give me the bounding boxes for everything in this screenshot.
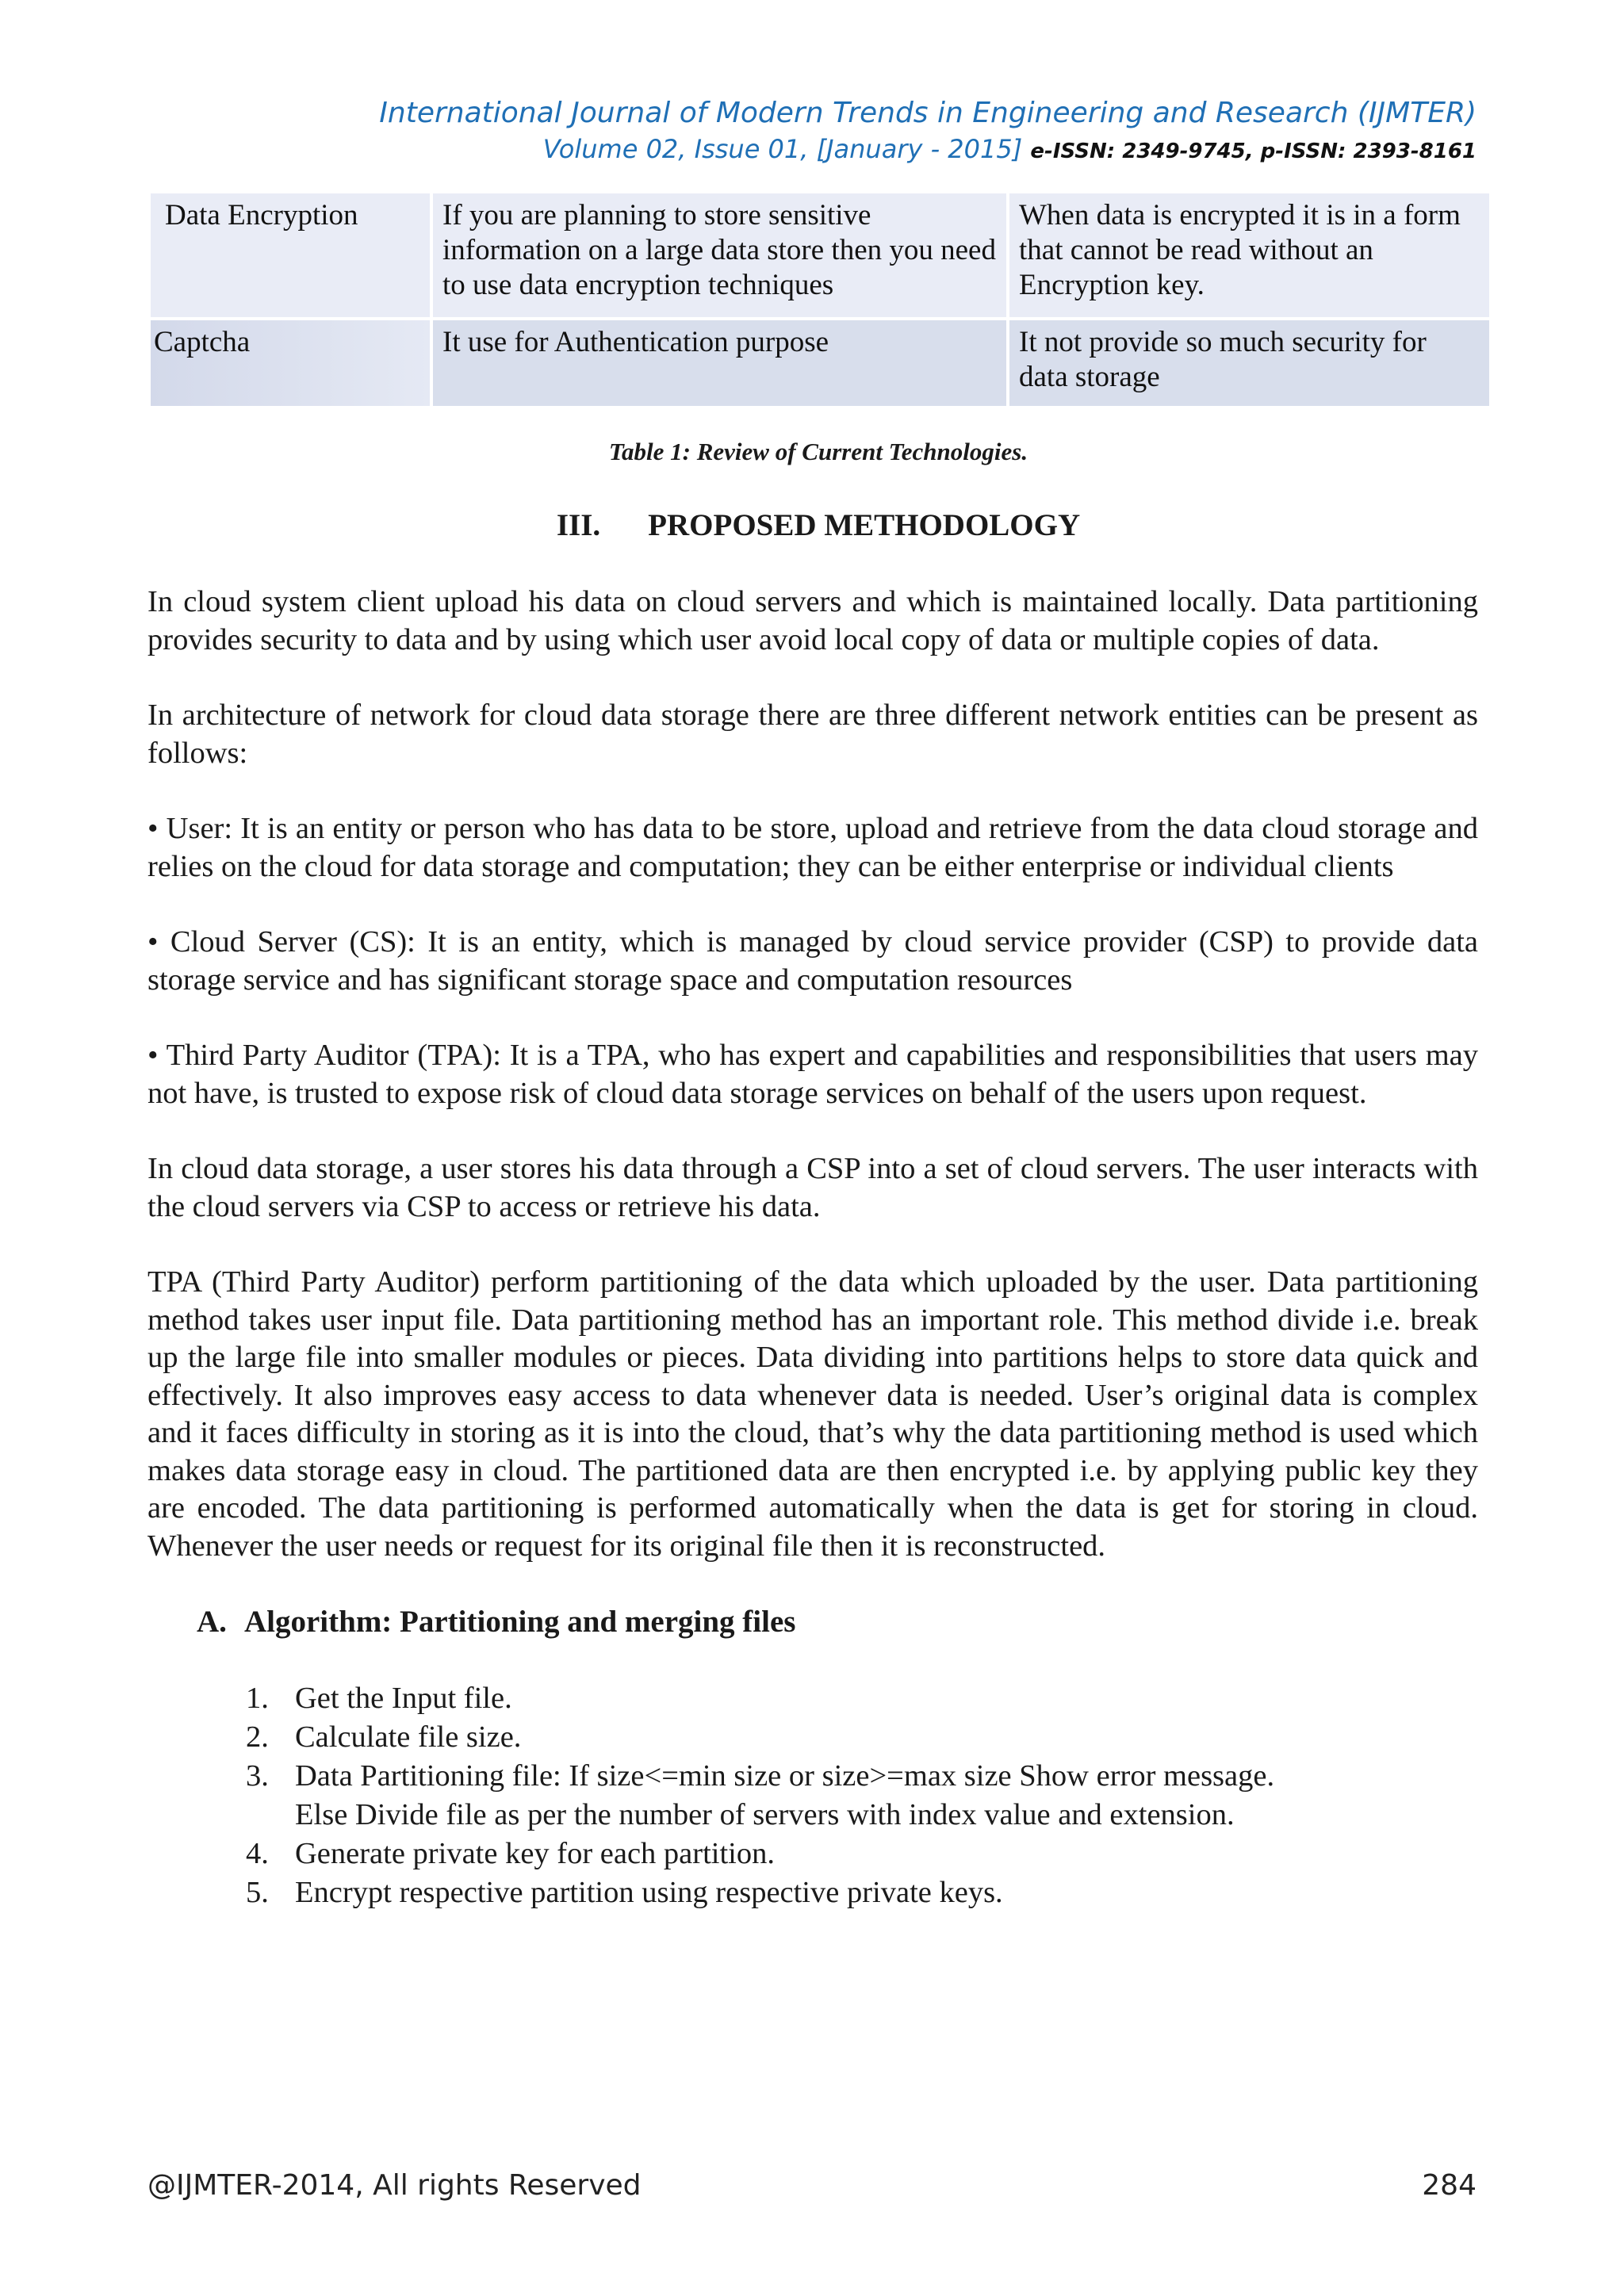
step-number: 1. xyxy=(246,1681,269,1715)
subsection-letter: A. xyxy=(197,1605,227,1639)
step-number: 2. xyxy=(246,1720,269,1754)
step-text: Encrypt respective partition using respective private keys. xyxy=(295,1875,1003,1909)
paragraph: In architecture of network for cloud data storage there are three different network entities can be present as follows: xyxy=(147,698,1478,770)
step-text-continued: Else Divide file as per the number of servers with index value and extension. xyxy=(295,1797,1235,1831)
table-cell: When data is encrypted it is in a form that cannot be read without an Encryption key. xyxy=(1008,192,1491,319)
body-text xyxy=(147,584,1478,1912)
step-text: Get the Input file. xyxy=(295,1681,512,1715)
list-item xyxy=(147,1835,1478,1873)
journal-issn: e-ISSN: 2349-9745, p-ISSN: 2393-8161 xyxy=(1030,140,1477,163)
copyright: @IJMTER-2014, All rights Reserved xyxy=(147,2169,642,2202)
section-title: PROPOSED METHODOLOGY xyxy=(648,508,1081,542)
section-heading xyxy=(147,507,1489,543)
paragraph: In cloud data storage, a user stores his data through a CSP into a set of cloud servers. The user interacts with the cloud servers via CSP to access or retrieve his data. xyxy=(147,1152,1478,1223)
paragraph: TPA (Third Party Auditor) perform partitioning of the data which uploaded by the user. Data partitioning method takes user input file. Data partitioning method has an important role. This method divide i.e. break up the large file into smaller modules or pieces. Data dividing into partitions helps to store data quick and effectively. It also improves easy access to data whenever data is needed. User’s original data is complex and it faces difficulty in storing as it is into the cloud, that’s why the data partitioning method is used which makes data storage easy in cloud. The partitioned data are then encrypted i.e. by applying public key they are encoded. The data partitioning is performed automatically when the data is get for storing in cloud. Whenever the user needs or request for its original file then it is reconstructed. xyxy=(147,1265,1478,1563)
table-cell: Captcha xyxy=(149,319,431,408)
page-footer xyxy=(147,2169,1477,2202)
paragraph: • Cloud Server (CS): It is an entity, which is managed by cloud service provider (CSP) to provide data storage service and has significant storage space and computation resources xyxy=(147,925,1478,997)
subsection-heading xyxy=(197,1603,1478,1641)
step-text: Generate private key for each partition. xyxy=(295,1836,776,1870)
step-number: 3. xyxy=(246,1758,269,1793)
review-table xyxy=(147,190,1492,409)
list-item xyxy=(147,1757,1478,1835)
journal-volume-line xyxy=(149,132,1477,169)
journal-header xyxy=(149,95,1477,169)
table-row xyxy=(149,319,1491,408)
list-item xyxy=(147,1679,1478,1718)
paragraph: • Third Party Auditor (TPA): It is a TPA, who has expert and capabilities and responsibilities that users may not have, is trusted to expose risk of cloud data storage services on behalf of the users upon request. xyxy=(147,1039,1478,1110)
step-number: 5. xyxy=(246,1875,269,1909)
step-number: 4. xyxy=(246,1836,269,1870)
step-text: Data Partitioning file: If size<=min size or size>=max size Show error message. xyxy=(295,1758,1275,1793)
table-row xyxy=(149,192,1491,319)
list-item xyxy=(147,1873,1478,1912)
journal-title: International Journal of Modern Trends in Engineering and Research (IJMTER) xyxy=(379,97,1477,129)
algorithm-steps xyxy=(147,1679,1478,1912)
step-text: Calculate file size. xyxy=(295,1720,522,1754)
page-number: 284 xyxy=(1422,2169,1477,2202)
list-item xyxy=(147,1718,1478,1757)
paragraph: In cloud system client upload his data on cloud servers and which is maintained locally. Data partitioning provides security to data and by using which user avoid local copy of data or multiple copies of data. xyxy=(147,585,1478,656)
paragraph: • User: It is an entity or person who has data to be store, upload and retrieve from the data cloud storage and relies on the cloud for data storage and computation; they can be either enterprise or individual clients xyxy=(147,812,1478,883)
table-cell: Data Encryption xyxy=(149,192,431,319)
subsection-title: Algorithm: Partitioning and merging files xyxy=(244,1605,796,1639)
journal-volume: Volume 02, Issue 01, [January - 2015] xyxy=(542,134,1031,164)
table-cell: If you are planning to store sensitive information on a large data store then you need to use data encryption techniques xyxy=(431,192,1008,319)
table-cell: It not provide so much security for data storage xyxy=(1008,319,1491,408)
section-number: III. xyxy=(556,508,601,542)
table-caption: Table 1: Review of Current Technologies. xyxy=(608,438,1028,465)
table-cell: It use for Authentication purpose xyxy=(431,319,1008,408)
